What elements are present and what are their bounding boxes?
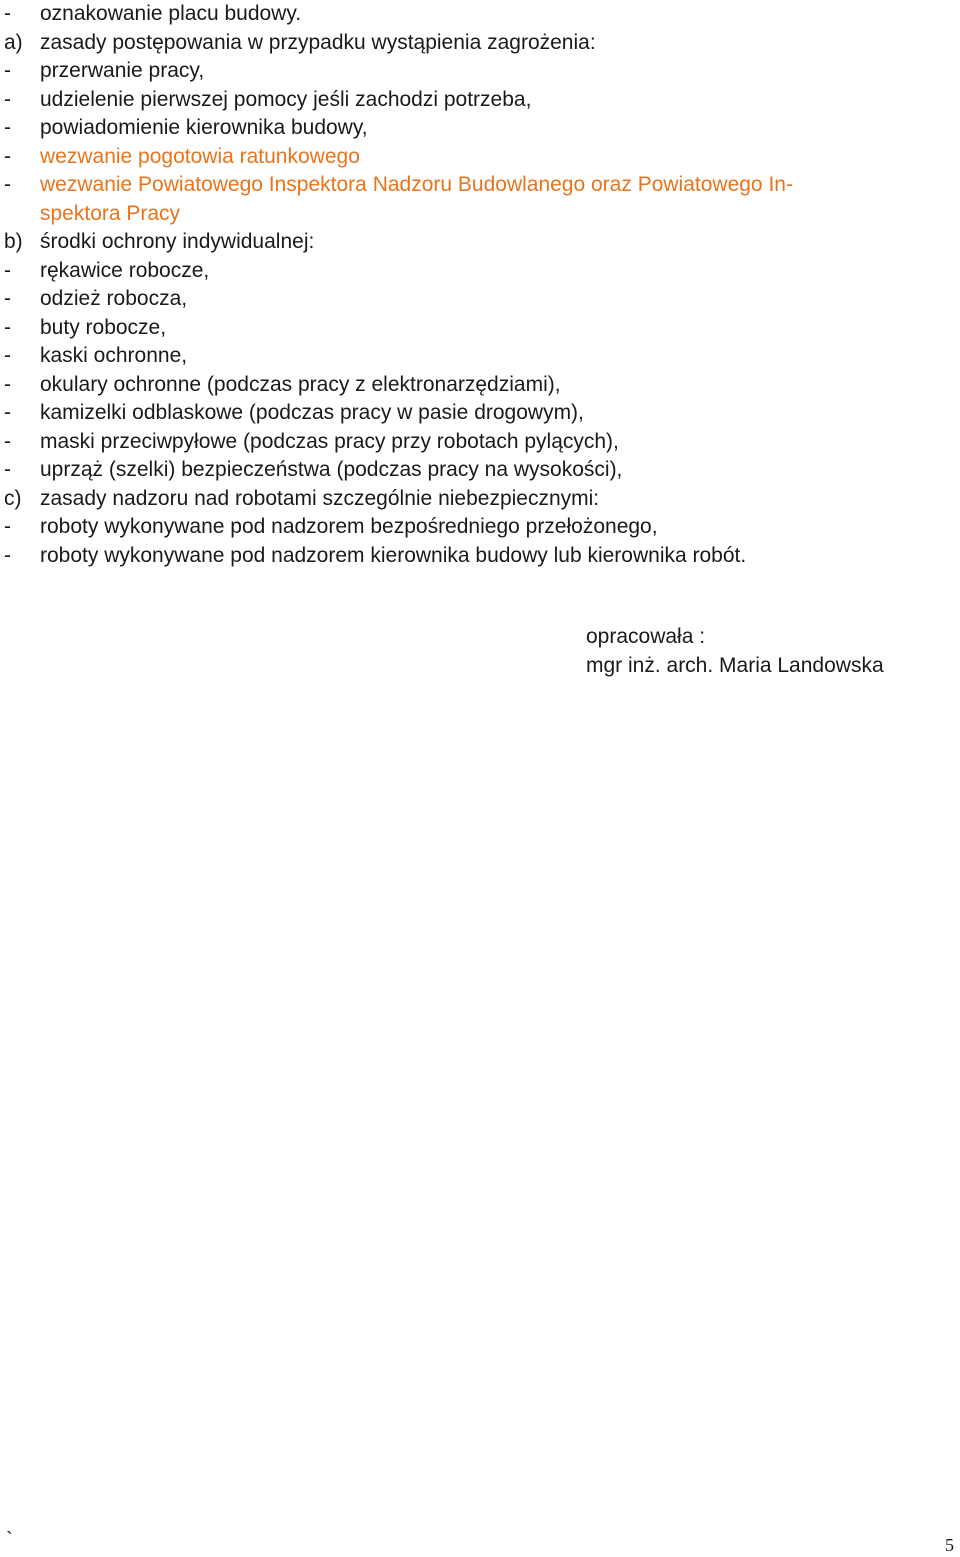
- list-marker: -: [4, 87, 11, 111]
- footer-mark: `: [6, 1528, 13, 1550]
- signature-name: mgr inż. arch. Maria Landowska: [586, 654, 884, 677]
- signature-label: opracowała :: [586, 625, 706, 648]
- list-item-text: udzielenie pierwszej pomocy jeśli zachodzi potrzeba,: [40, 87, 532, 111]
- list-item: [4, 114, 954, 143]
- list-marker: b): [4, 230, 23, 253]
- list-item: [4, 428, 954, 457]
- list-item: [4, 371, 954, 400]
- list-item-text: okulary ochronne (podczas pracy z elektronarzędziami),: [40, 372, 561, 396]
- list-item-text: rękawice robocze,: [40, 258, 210, 282]
- section-heading-text: zasady postępowania w przypadku wystąpienia zagrożenia:: [40, 30, 596, 54]
- list-marker: -: [4, 2, 11, 25]
- list-item-text: buty robocze,: [40, 315, 167, 339]
- list-item: [4, 456, 954, 485]
- list-item-continuation: [4, 200, 954, 229]
- list-item-text: oznakowanie placu budowy.: [40, 2, 302, 25]
- list-item-text: roboty wykonywane pod nadzorem kierownika budowy lub kierownika robót.: [40, 543, 747, 567]
- list-marker: -: [4, 287, 11, 310]
- list-marker: -: [4, 144, 11, 168]
- list-item-text: wezwanie Powiatowego Inspektora Nadzoru Budowlanego oraz Powiatowego In-: [40, 173, 793, 196]
- section-heading-c: [4, 485, 954, 514]
- list-item: [4, 86, 954, 115]
- list-marker: -: [4, 59, 11, 82]
- list-item-text: kaski ochronne,: [40, 344, 188, 367]
- list-marker: -: [4, 401, 11, 424]
- page-number: 5: [945, 1535, 954, 1555]
- list-item: [4, 399, 954, 428]
- signature-block: [586, 622, 884, 680]
- section-heading-text: środki ochrony indywidualnej:: [40, 230, 315, 253]
- list-item-text: powiadomienie kierownika budowy,: [40, 116, 368, 139]
- list-marker: a): [4, 30, 23, 54]
- list-item-text: maski przeciwpyłowe (podczas pracy przy robotach pylących),: [40, 429, 619, 453]
- list-item: [4, 314, 954, 343]
- section-heading-b: [4, 228, 954, 257]
- list-item: [4, 0, 954, 29]
- list-marker: -: [4, 458, 11, 481]
- list-item: [4, 342, 954, 371]
- list-item: [4, 257, 954, 286]
- list-item-text: wezwanie pogotowia ratunkowego: [40, 144, 360, 168]
- list-marker: -: [4, 515, 11, 538]
- list-item-text: spektora Pracy: [40, 201, 181, 225]
- list-item-highlighted: [4, 143, 954, 172]
- list-marker: -: [4, 173, 11, 196]
- list-item-text: odzież robocza,: [40, 287, 188, 310]
- list-marker: -: [4, 372, 11, 396]
- list-item: [4, 513, 954, 542]
- list-item-text: przerwanie pracy,: [40, 59, 205, 82]
- section-heading-a: [4, 29, 954, 58]
- list-marker: -: [4, 116, 11, 139]
- list-item: [4, 57, 954, 86]
- section-heading-text: zasady nadzoru nad robotami szczególnie niebezpiecznymi:: [40, 486, 600, 510]
- list-item: [4, 542, 954, 571]
- list-item-text: roboty wykonywane pod nadzorem bezpośredniego przełożonego,: [40, 515, 658, 538]
- list-marker: -: [4, 344, 11, 367]
- document-body: [4, 0, 954, 570]
- list-marker: -: [4, 429, 11, 453]
- list-item: [4, 285, 954, 314]
- list-marker: c): [4, 486, 22, 510]
- list-marker: -: [4, 258, 11, 282]
- list-marker: -: [4, 543, 11, 567]
- list-marker: -: [4, 315, 11, 339]
- list-item-text: uprząż (szelki) bezpieczeństwa (podczas pracy na wysokości),: [40, 458, 623, 481]
- list-item-text: kamizelki odblaskowe (podczas pracy w pasie drogowym),: [40, 401, 584, 424]
- list-item-highlighted: [4, 171, 954, 200]
